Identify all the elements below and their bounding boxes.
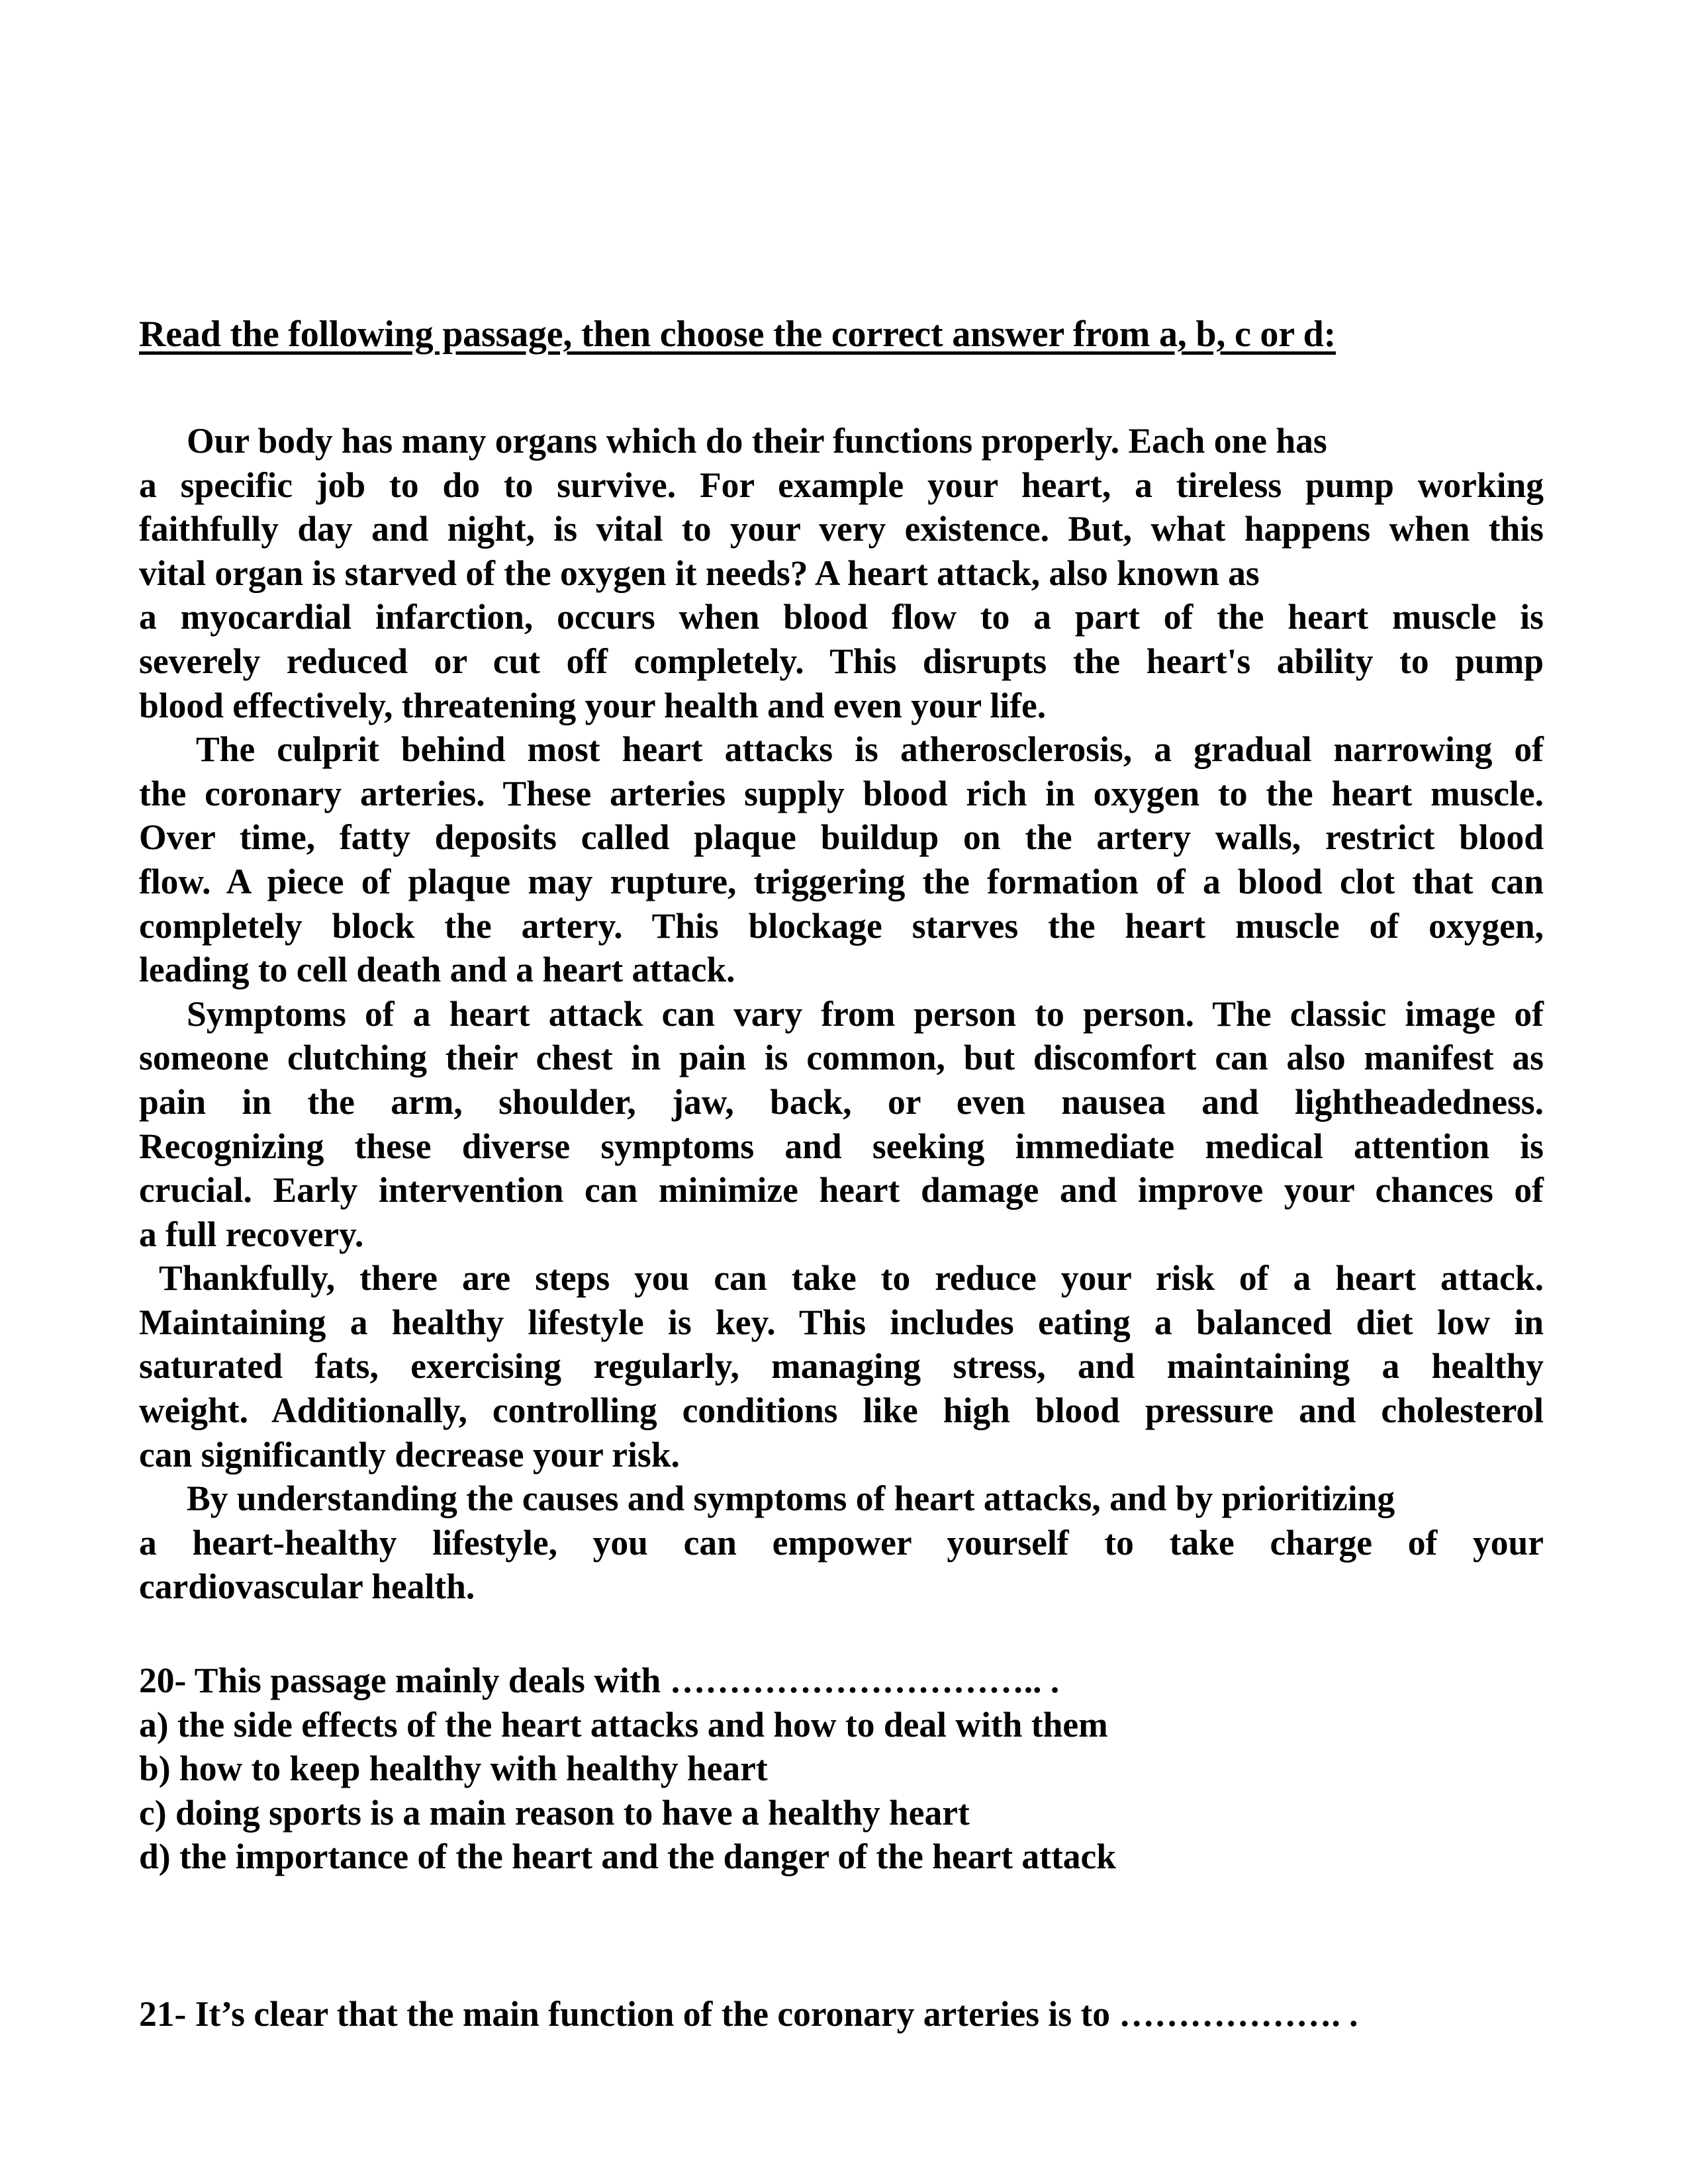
- passage-line: Thankfully, there are steps you can take to reduce your risk of a heart attack.: [159, 1258, 1544, 1298]
- passage-line: leading to cell death and a heart attack.: [139, 950, 735, 990]
- passage-line: saturated fats, exercising regularly, managing stress, and maintaining a healthy: [139, 1346, 1544, 1387]
- question-text: This passage mainly deals with: [194, 1661, 661, 1700]
- option-a[interactable]: [139, 1703, 1544, 1747]
- passage-line: The culprit behind most heart attacks is atherosclerosis, a gradual narrowing of: [196, 729, 1544, 770]
- passage-line: pain in the arm, shoulder, jaw, back, or even nausea and lightheadedness.: [139, 1081, 1544, 1122]
- passage-line: a myocardial infarction, occurs when blood flow to a part of the heart muscle is: [139, 597, 1544, 637]
- option-letter: a): [139, 1704, 169, 1745]
- option-d[interactable]: [139, 1835, 1544, 1879]
- passage-line: Over time, fatty deposits called plaque buildup on the artery walls, restrict blood: [139, 817, 1544, 858]
- option-text: the importance of the heart and the danger of the heart attack: [179, 1837, 1117, 1877]
- passage-line: weight. Additionally, controlling conditions like high blood pressure and cholesterol: [139, 1390, 1544, 1431]
- passage-line: can significantly decrease your risk.: [139, 1434, 680, 1475]
- passage-line: By understanding the causes and symptoms of heart attacks, and by prioritizing: [187, 1479, 1395, 1519]
- passage-line: Our body has many organs which do their functions properly. Each one has: [187, 421, 1327, 461]
- question-number: 20-: [139, 1661, 187, 1700]
- passage-line: blood effectively, threatening your health and even your life.: [139, 685, 1047, 725]
- passage-line: a full recovery.: [139, 1214, 364, 1254]
- passage-line: severely reduced or cut off completely. This disrupts the heart's ability to pump: [139, 641, 1544, 681]
- option-letter: d): [139, 1837, 171, 1877]
- passage-line: faithfully day and night, is vital to your very existence. But, what happens when this: [139, 509, 1544, 549]
- passage-line: cardiovascular health.: [139, 1567, 475, 1607]
- passage-line: vital organ is starved of the oxygen it needs? A heart attack, also known as: [139, 553, 1260, 593]
- option-text: how to keep healthy with healthy heart: [179, 1749, 768, 1789]
- question-21: [139, 1992, 1544, 2036]
- question-text: It’s clear that the main function of the coronary arteries is to: [195, 1994, 1111, 2034]
- answer-blank: ………………………….. .: [669, 1661, 1060, 1700]
- passage-line: a specific job to do to survive. For example your heart, a tireless pump working: [139, 465, 1544, 505]
- option-b[interactable]: [139, 1747, 1544, 1791]
- passage-line: someone clutching their chest in pain is common, but discomfort can also manifest as: [139, 1038, 1544, 1078]
- passage-line: the coronary arteries. These arteries supply blood rich in oxygen to the heart muscle.: [139, 773, 1544, 813]
- passage-line: Recognizing these diverse symptoms and seeking immediate medical attention is: [139, 1126, 1544, 1166]
- answer-blank: ………………. .: [1119, 1994, 1358, 2034]
- option-text: the side effects of the heart attacks and how to deal with them: [177, 1704, 1108, 1745]
- question-stem: [139, 1992, 1544, 2036]
- passage-line: Symptoms of a heart attack can vary from person to person. The classic image of: [187, 993, 1544, 1034]
- passage-line: crucial. Early intervention can minimize heart damage and improve your chances of: [139, 1170, 1544, 1210]
- question-number: 21-: [139, 1994, 187, 2034]
- passage-line: flow. A piece of plaque may rupture, triggering the formation of a blood clot that can: [139, 861, 1544, 901]
- passage-line: a heart-healthy lifestyle, you can empower yourself to take charge of your: [139, 1522, 1544, 1563]
- reading-passage: [139, 419, 1544, 1609]
- instruction-heading: Read the following passage, then choose the correct answer from a, b, c or d:: [139, 314, 1336, 355]
- option-text: doing sports is a main reason to have a healthy heart: [175, 1792, 970, 1833]
- option-c[interactable]: [139, 1791, 1544, 1835]
- question-20: [139, 1659, 1544, 1879]
- option-letter: b): [139, 1749, 171, 1789]
- option-letter: c): [139, 1792, 167, 1833]
- passage-line: completely block the artery. This blockage starves the heart muscle of oxygen,: [139, 905, 1544, 946]
- question-stem: [139, 1659, 1544, 1703]
- passage-line: Maintaining a healthy lifestyle is key. This includes eating a balanced diet low in: [139, 1302, 1544, 1342]
